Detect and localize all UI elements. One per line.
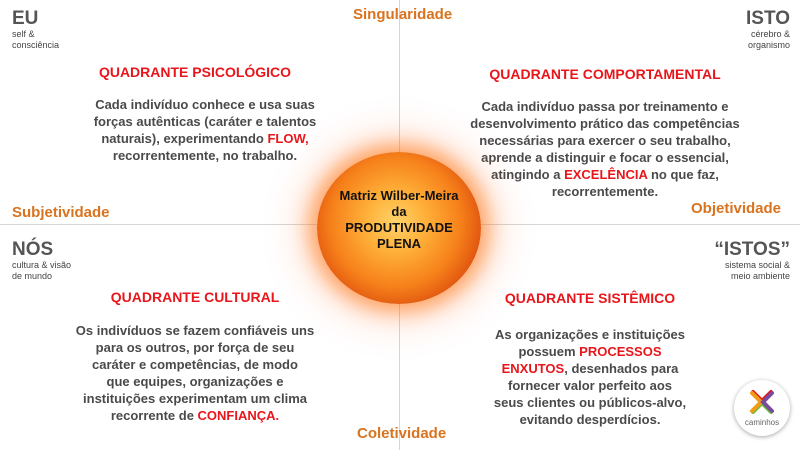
text-span: no que faz, [647,167,719,182]
text-span: possuem [518,344,580,359]
corner-title: ISTO [746,8,790,29]
text-span: atingindo a [491,167,565,182]
axis-label-right: Objetividade [691,200,782,217]
quadrant-cultural-title: QUADRANTE CULTURAL [110,289,280,305]
axis-label-left: Subjetividade [12,204,110,221]
corner-subtitle: consciência [12,40,60,50]
quadrant-psicologico-title: QUADRANTE PSICOLÓGICO [98,64,292,80]
corner-title: “ISTOS” [714,239,790,260]
corner-top-left [12,9,59,51]
corner-subtitle: sistema social & [724,260,790,270]
quadrant-sistemico-text [425,326,755,428]
corner-subtitle: cultura & visão [12,260,72,270]
text-line: caráter e competências, de modo [92,357,298,372]
corner-subtitle: meio ambiente [730,271,790,281]
axis-label-bottom: Coletividade [357,425,447,442]
text-line: recorrentemente. [551,184,659,199]
text-span: recorrente de [110,408,198,423]
quadrant-psicologico-text [40,96,370,164]
highlight-enxutos: ENXUTOS [501,361,565,376]
text-line: desenvolvimento prático das competências [470,116,740,131]
corner-subtitle: cérebro & [750,29,790,39]
text-span: naturais), experimentando [101,131,268,146]
highlight-processos: PROCESSOS [579,344,662,359]
text-line: instituições experimentam um clima [83,391,307,406]
quadrant-cultural-text [30,322,360,424]
text-line: necessárias para exercer o seu trabalho, [479,133,731,148]
text-line: evitando desperdícios. [519,412,661,427]
highlight-flow: FLOW, [267,131,309,146]
corner-top-right [746,9,790,51]
center-title-line: PLENA [376,236,422,251]
text-line: forças autênticas (caráter e talentos [93,114,317,129]
text-line: As organizações e instituições [494,327,685,342]
text-line: fornecer valor perfeito aos [508,378,672,393]
center-title-line: da [391,204,407,219]
text-line: que equipes, organizações e [106,374,284,389]
text-line [425,360,755,377]
center-title-line: PRODUTIVIDADE [345,220,453,235]
quadrant-comportamental-title: QUADRANTE COMPORTAMENTAL [489,66,721,82]
text-line [440,166,770,183]
corner-title: NÓS [12,239,54,260]
text-line [30,407,360,424]
quadrant-sistemico-title: QUADRANTE SISTÊMICO [504,290,676,306]
highlight-confianca: CONFIANÇA. [197,408,280,423]
text-span: , desenhados para [564,361,679,376]
corner-subtitle: de mundo [12,271,53,281]
text-line: Cada indivíduo conhece e usa suas [95,97,315,112]
corner-bottom-left [12,240,71,282]
text-line: aprende a distinguir e focar o essencial, [481,150,729,165]
text-line: Cada indivíduo passa por treinamento e [481,99,729,114]
axis-label-top: Singularidade [353,6,453,23]
text-line: para os outros, por força de seu [95,340,295,355]
corner-subtitle: organismo [747,40,790,50]
highlight-excelencia: EXCELÊNCIA [564,167,648,182]
text-line: seus clientes ou públicos-alvo, [493,395,687,410]
text-line [425,343,755,360]
logo-mark-icon [734,380,790,436]
corner-bottom-right [714,240,790,282]
text-line [40,130,370,147]
text-line: Os indivíduos se fazem confiáveis uns [75,323,315,338]
center-title-line: Matriz Wilber-Meira [339,188,459,203]
center-title [317,188,481,252]
quadrant-comportamental-text [440,98,770,200]
caminhos-logo [734,380,790,436]
text-line: recorrentemente, no trabalho. [112,148,298,163]
corner-title: EU [12,8,39,29]
logo-name: caminhos [744,418,780,427]
corner-subtitle: self & [12,29,35,39]
